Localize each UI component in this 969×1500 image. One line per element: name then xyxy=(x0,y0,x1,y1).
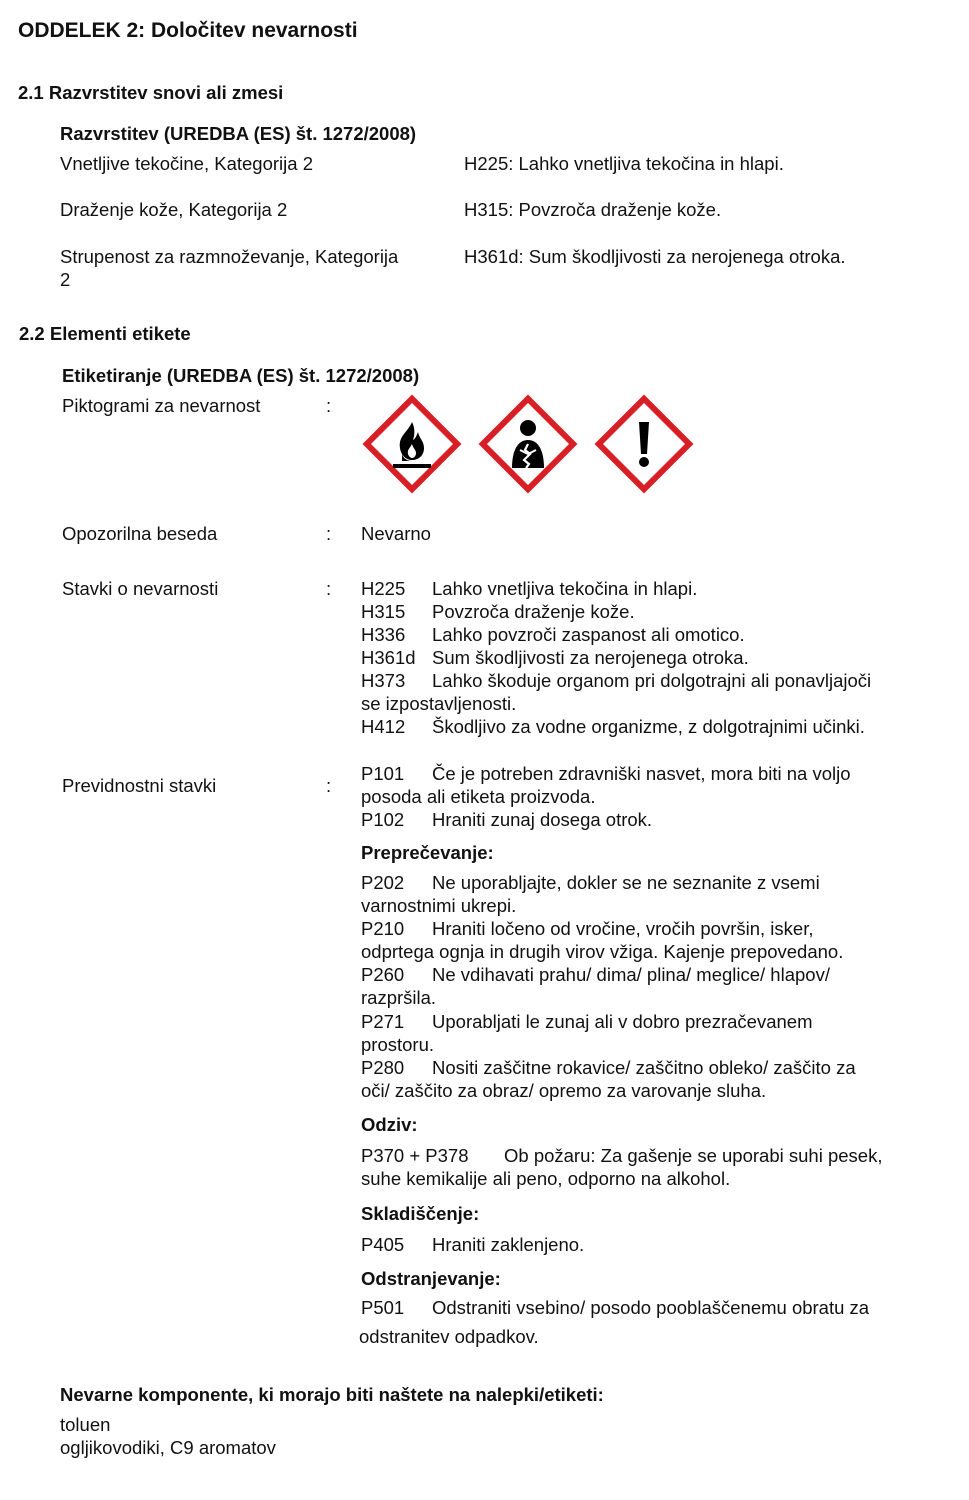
statement-text: Uporabljati le zunaj ali v dobro prezračevanem xyxy=(432,1011,813,1032)
signal-word: Nevarno xyxy=(361,523,431,544)
colon: : xyxy=(326,395,332,416)
precautionary-statement xyxy=(361,963,830,986)
statement-text: Hraniti zaklenjeno. xyxy=(432,1234,585,1255)
component-item: ogljikovodiki, C9 aromatov xyxy=(60,1437,276,1458)
precautionary-statement xyxy=(361,808,652,831)
section-title: ODDELEK 2: Določitev nevarnosti xyxy=(18,19,358,42)
precautionary-statement xyxy=(361,1144,882,1167)
hazard-statements-label: Stavki o nevarnosti xyxy=(62,578,219,599)
pictograms-label: Piktogrami za nevarnost xyxy=(62,395,261,416)
statement-code: P101 xyxy=(361,763,405,784)
statement-text: Hraniti zunaj dosega otrok. xyxy=(432,809,653,830)
prevention-heading: Preprečevanje: xyxy=(361,842,494,863)
colon: : xyxy=(326,523,332,544)
classification-statement: H315: Povzroča draženje kože. xyxy=(464,199,722,220)
statement-code: H336 xyxy=(361,624,406,645)
statement-code: P280 xyxy=(361,1057,405,1078)
classification-statement: H225: Lahko vnetljiva tekočina in hlapi. xyxy=(464,153,784,174)
colon: : xyxy=(326,775,332,796)
hazard-statement-continued: se izpostavljenosti. xyxy=(361,693,517,714)
statement-text: Lahko škoduje organom pri dolgotrajni ali ponavljajoči xyxy=(432,670,872,691)
precautionary-statement-continued: razpršila. xyxy=(361,987,437,1008)
classification-subtitle: Razvrstitev (UREDBA (ES) št. 1272/2008) xyxy=(60,123,417,144)
component-item: toluen xyxy=(60,1414,111,1435)
precautionary-statement-continued: varnostnimi ukrepi. xyxy=(361,895,517,916)
hazard-statement xyxy=(361,715,865,738)
statement-text: Povzroča draženje kože. xyxy=(432,601,635,622)
statement-code: P102 xyxy=(361,809,405,830)
statement-code: P202 xyxy=(361,872,405,893)
precautionary-statement xyxy=(361,1010,812,1033)
statement-code: P370 + P378 xyxy=(361,1145,469,1166)
precautionary-statement-continued: oči/ zaščito za obraz/ opremo za varovanje sluha. xyxy=(361,1080,767,1101)
hazard-statement xyxy=(361,646,749,669)
statement-text: Škodljivo za vodne organizme, z dolgotrajnimi učinki. xyxy=(432,716,865,737)
flame-icon xyxy=(360,392,464,496)
hazardous-components-heading: Nevarne komponente, ki morajo biti naštete na nalepki/etiketi: xyxy=(60,1384,604,1405)
statement-text: Lahko povzroči zaspanost ali omotico. xyxy=(432,624,745,645)
statement-code: P260 xyxy=(361,964,405,985)
statement-text: Sum škodljivosti za nerojenega otroka. xyxy=(432,647,749,668)
precautionary-statement-continued: odstranitev odpadkov. xyxy=(359,1326,539,1347)
response-heading: Odziv: xyxy=(361,1114,418,1135)
precautionary-statement xyxy=(361,1296,869,1319)
precautionary-statements-label: Previdnostni stavki xyxy=(62,775,217,796)
statement-text: Ne vdihavati prahu/ dima/ plina/ meglice/ hlapov/ xyxy=(432,964,830,985)
storage-heading: Skladiščenje: xyxy=(361,1203,480,1224)
classification-category: Strupenost za razmnoževanje, Kategorija xyxy=(60,246,399,267)
hazard-statement xyxy=(361,600,635,623)
labelling-subtitle: Etiketiranje (UREDBA (ES) št. 1272/2008) xyxy=(62,365,420,386)
statement-code: P405 xyxy=(361,1234,405,1255)
classification-statement: H361d: Sum škodljivosti za nerojenega otroka. xyxy=(464,246,846,267)
classification-category: Draženje kože, Kategorija 2 xyxy=(60,199,288,220)
statement-text: Nositi zaščitne rokavice/ zaščitno obleko/ zaščito za xyxy=(432,1057,856,1078)
classification-category-continued: 2 xyxy=(60,269,71,290)
disposal-heading: Odstranjevanje: xyxy=(361,1268,501,1289)
statement-text: Odstraniti vsebino/ posodo pooblaščenemu obratu za xyxy=(432,1297,870,1318)
statement-code: H361d xyxy=(361,647,416,668)
statement-code: H373 xyxy=(361,670,406,691)
precautionary-statement xyxy=(361,1056,856,1079)
statement-code: H412 xyxy=(361,716,406,737)
statement-text: Če je potreben zdravniški nasvet, mora biti na voljo xyxy=(432,763,851,784)
precautionary-statement-continued: suhe kemikalije ali peno, odporno na alkohol. xyxy=(361,1168,731,1189)
health-hazard-icon xyxy=(476,392,580,496)
classification-category: Vnetljive tekočine, Kategorija 2 xyxy=(60,153,313,174)
statement-code: P210 xyxy=(361,918,405,939)
statement-code: H225 xyxy=(361,578,406,599)
precautionary-statement xyxy=(361,917,813,940)
precautionary-statement xyxy=(361,871,820,894)
statement-text: Ob požaru: Za gašenje se uporabi suhi pesek, xyxy=(504,1145,883,1166)
subsection-2-2-title: 2.2 Elementi etikete xyxy=(19,323,191,344)
signal-word-label: Opozorilna beseda xyxy=(62,523,218,544)
statement-text: Ne uporabljajte, dokler se ne seznanite z vsemi xyxy=(432,872,820,893)
statement-text: Lahko vnetljiva tekočina in hlapi. xyxy=(432,578,698,599)
statement-code: H315 xyxy=(361,601,406,622)
precautionary-statement xyxy=(361,1233,584,1256)
hazard-statement xyxy=(361,669,871,692)
statement-text: Hraniti ločeno od vročine, vročih površin, isker, xyxy=(432,918,814,939)
hazard-statement xyxy=(361,577,697,600)
statement-code: P501 xyxy=(361,1297,405,1318)
subsection-2-1-title: 2.1 Razvrstitev snovi ali zmesi xyxy=(18,82,284,103)
precautionary-statement-continued: posoda ali etiketa proizvoda. xyxy=(361,786,596,807)
precautionary-statement-continued: odprtega ognja in drugih virov vžiga. Kajenje prepovedano. xyxy=(361,941,844,962)
precautionary-statement xyxy=(361,762,851,785)
exclamation-mark-icon xyxy=(592,392,696,496)
precautionary-statement-continued: prostoru. xyxy=(361,1034,435,1055)
statement-code: P271 xyxy=(361,1011,405,1032)
hazard-statement xyxy=(361,623,745,646)
colon: : xyxy=(326,578,332,599)
